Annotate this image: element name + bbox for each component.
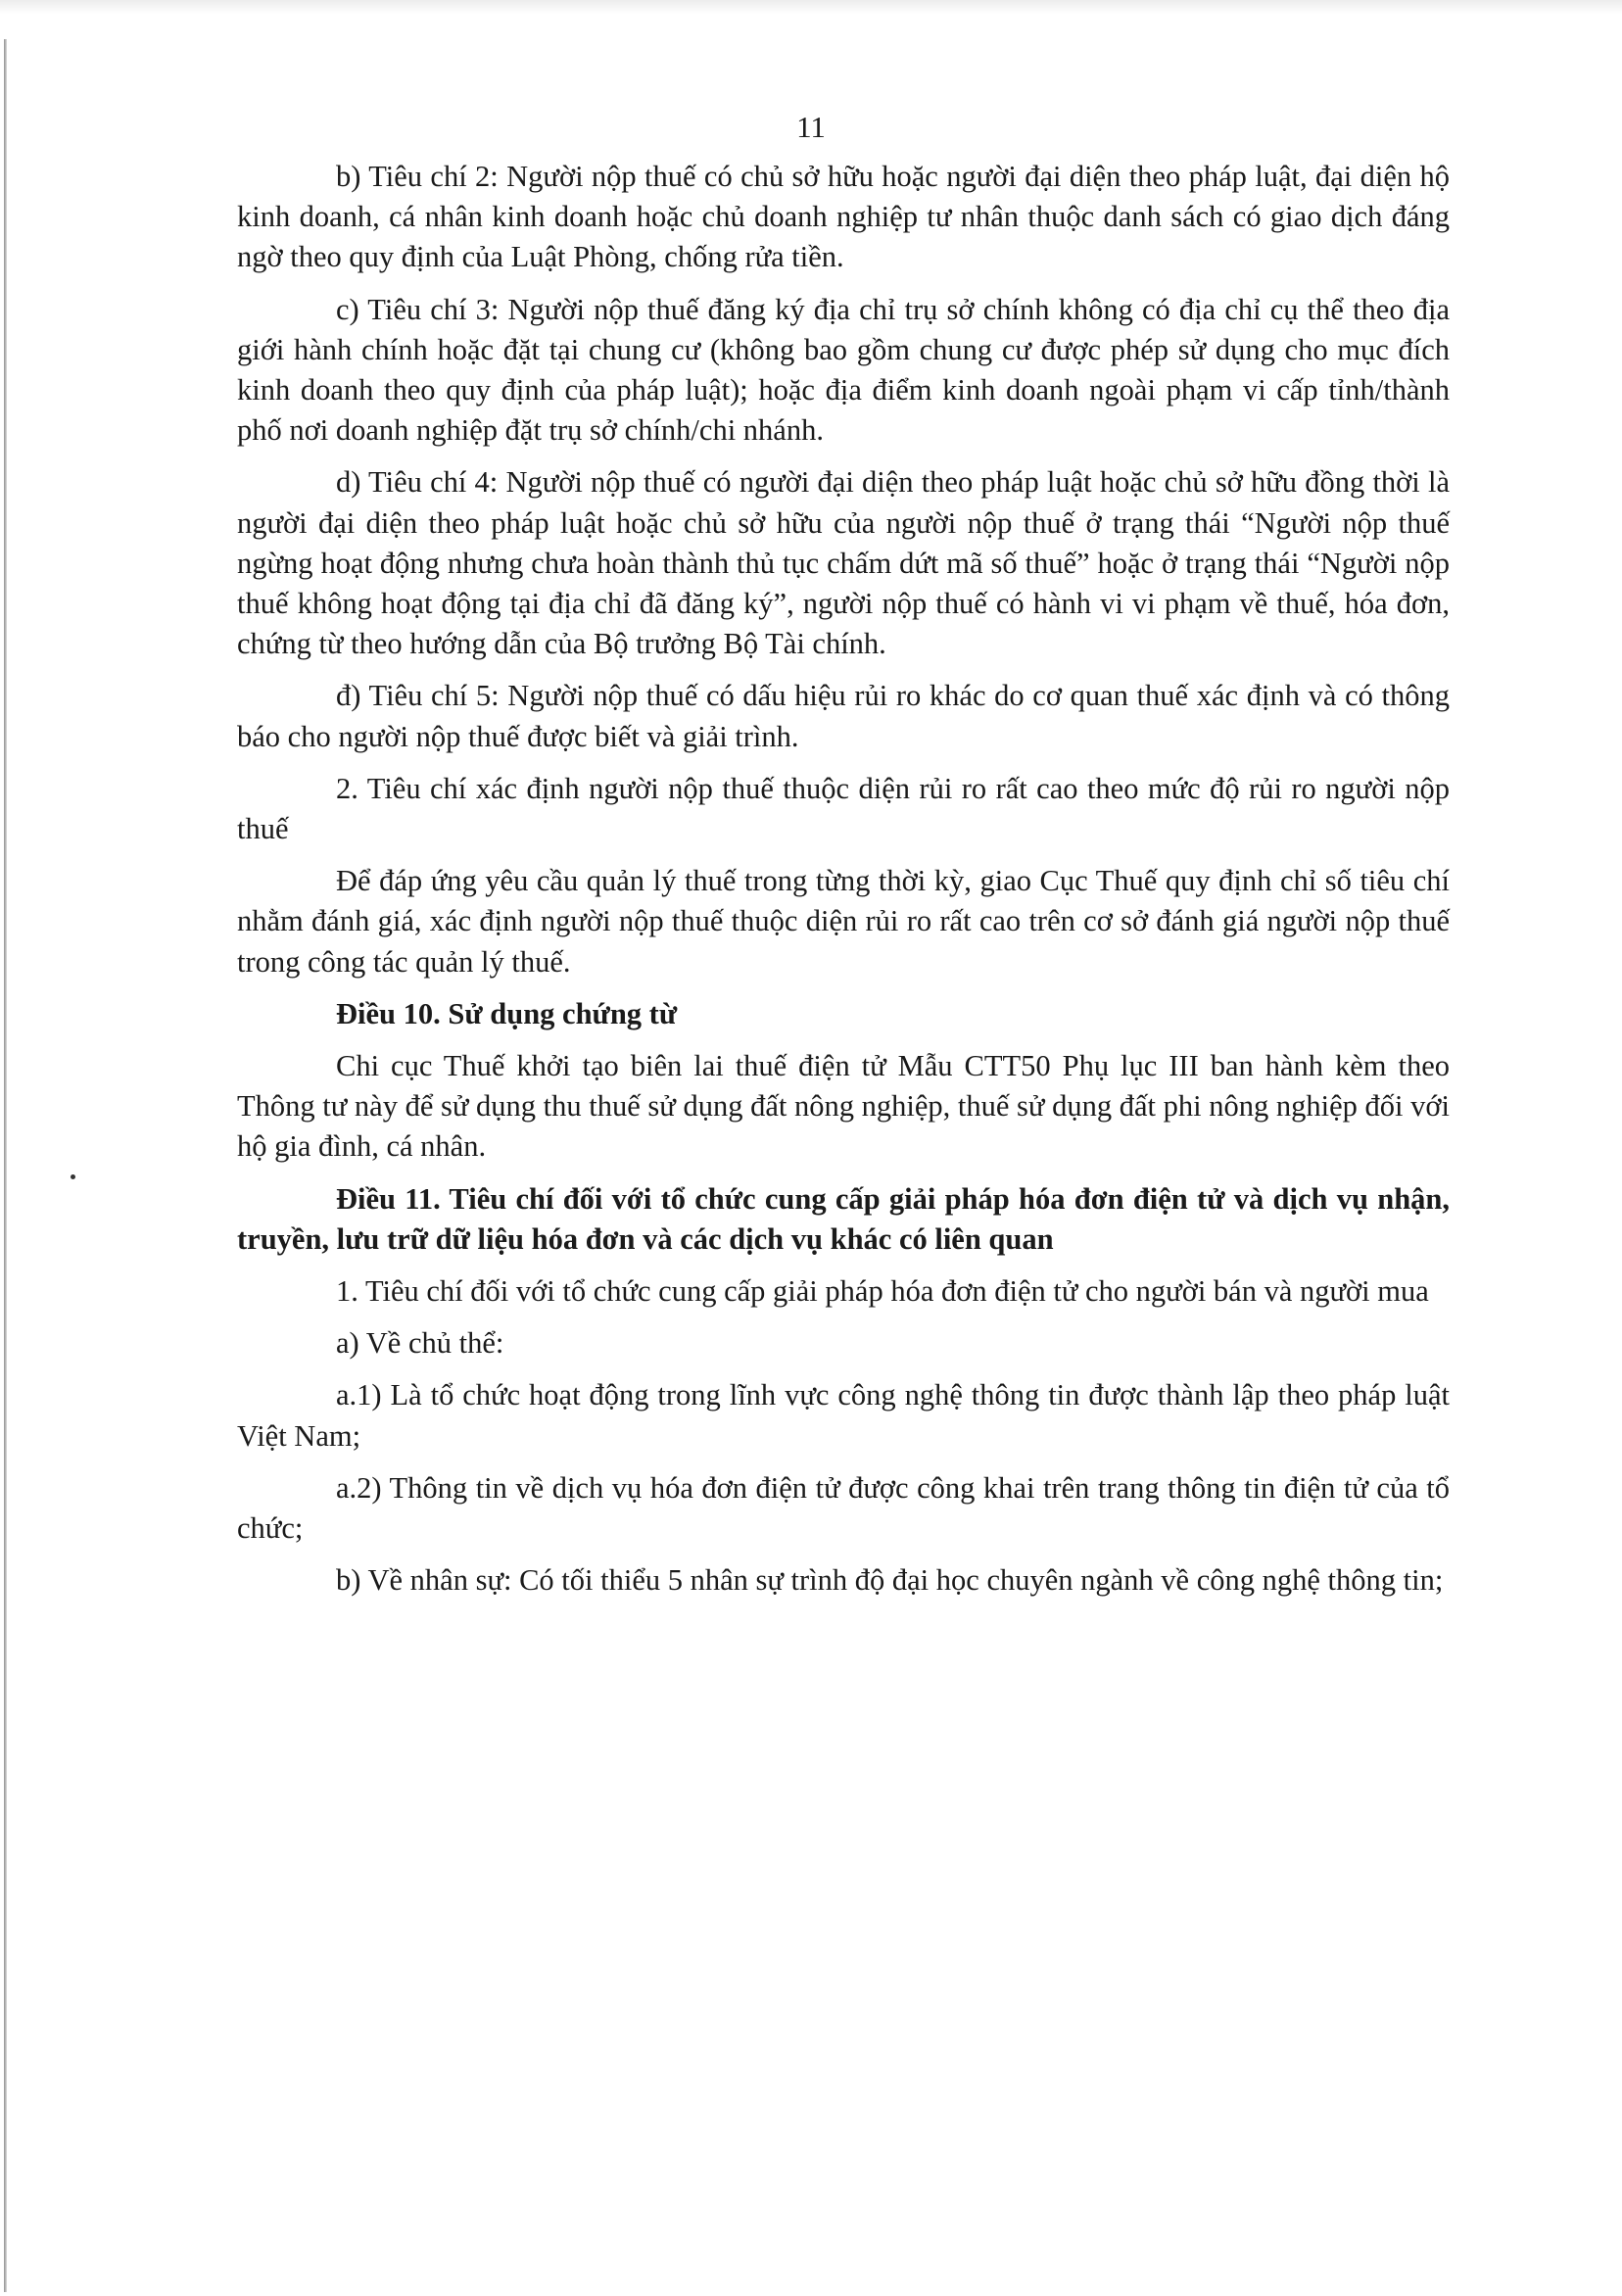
paragraph-item-a2: a.2) Thông tin về dịch vụ hóa đơn điện tử được công khai trên trang thông tin điện tử của tổ chức;: [237, 1470, 1450, 1546]
document-body: [237, 157, 1450, 1613]
paragraph-tieu-chi-4: d) Tiêu chí 4: Người nộp thuế có người đại diện theo pháp luật hoặc chủ sở hữu đồng thời là người đại diện theo pháp luật hoặc chủ sở hữu của người nộp thuế ở trạng thái “Người nộp thuế ngừng hoạt động nhưng chưa hoàn thành thủ tục chấm dứt mã số thuế” hoặc ở trạng thái “Người nộp thuế không hoạt động tại địa chỉ đã đăng ký”, người nộp thuế có hành vi vi phạm về thuế, hóa đơn, chứng từ theo hướng dẫn của Bộ trưởng Bộ Tài chính.: [237, 465, 1450, 661]
paragraph-item-a1: a.1) Là tổ chức hoạt động trong lĩnh vực công nghệ thông tin được thành lập theo pháp luật Việt Nam;: [237, 1378, 1450, 1453]
scan-edge-left: [4, 39, 7, 2292]
paragraph-tieu-chi-5: đ) Tiêu chí 5: Người nộp thuế có dấu hiệu rủi ro khác do cơ quan thuế xác định và có thông báo cho người nộp thuế được biết và giải trình.: [237, 679, 1450, 753]
paragraph-cuc-thue: Để đáp ứng yêu cầu quản lý thuế trong từng thời kỳ, giao Cục Thuế quy định chỉ số tiêu chí nhằm đánh giá, xác định người nộp thuế thuộc diện rủi ro rất cao trên cơ sở đánh giá người nộp thuế trong công tác quản lý thuế.: [237, 864, 1450, 979]
paragraph-article-10: Chi cục Thuế khởi tạo biên lai thuế điện tử Mẫu CTT50 Phụ lục III ban hành kèm theo Thông tư này để sử dụng thu thuế sử dụng đất nông nghiệp, thuế sử dụng đất phi nông nghiệp đối với hộ gia đình, cá nhân.: [237, 1049, 1450, 1164]
page-number: 11: [796, 110, 826, 144]
paragraph-section-2: 2. Tiêu chí xác định người nộp thuế thuộc diện rủi ro rất cao theo mức độ rủi ro người nộp thuế: [237, 771, 1450, 846]
scan-speck: [71, 1174, 75, 1179]
paragraph-article-11-item-1: 1. Tiêu chí đối với tổ chức cung cấp giải pháp hóa đơn điện tử cho người bán và người mua: [336, 1274, 1429, 1309]
article-11-heading: Điều 11. Tiêu chí đối với tổ chức cung cấp giải pháp hóa đơn điện tử và dịch vụ nhận, truyền, lưu trữ dữ liệu hóa đơn và các dịch vụ khác có liên quan: [237, 1181, 1450, 1256]
paragraph-item-a: a) Về chủ thể:: [336, 1326, 504, 1361]
paragraph-tieu-chi-3: c) Tiêu chí 3: Người nộp thuế đăng ký địa chỉ trụ sở chính không có địa chỉ cụ thể theo địa giới hành chính hoặc đặt tại chung cư (không bao gồm chung cư được phép sử dụng cho mục đích kinh doanh theo quy định của pháp luật); hoặc địa điểm kinh doanh ngoài phạm vi cấp tỉnh/thành phố nơi doanh nghiệp đặt trụ sở chính/chi nhánh.: [237, 292, 1450, 448]
paragraph-item-b: b) Về nhân sự: Có tối thiểu 5 nhân sự trình độ đại học chuyên ngành về công nghệ thông tin;: [336, 1563, 1444, 1598]
scan-top-shadow: [0, 0, 1622, 14]
article-10-heading: Điều 10. Sử dụng chứng từ: [336, 996, 678, 1030]
paragraph-tieu-chi-2: b) Tiêu chí 2: Người nộp thuế có chủ sở hữu hoặc người đại diện theo pháp luật, đại diện hộ kinh doanh, cá nhân kinh doanh hoặc chủ doanh nghiệp tư nhân thuộc danh sách có giao dịch đáng ngờ theo quy định của Luật Phòng, chống rửa tiền.: [237, 160, 1450, 274]
